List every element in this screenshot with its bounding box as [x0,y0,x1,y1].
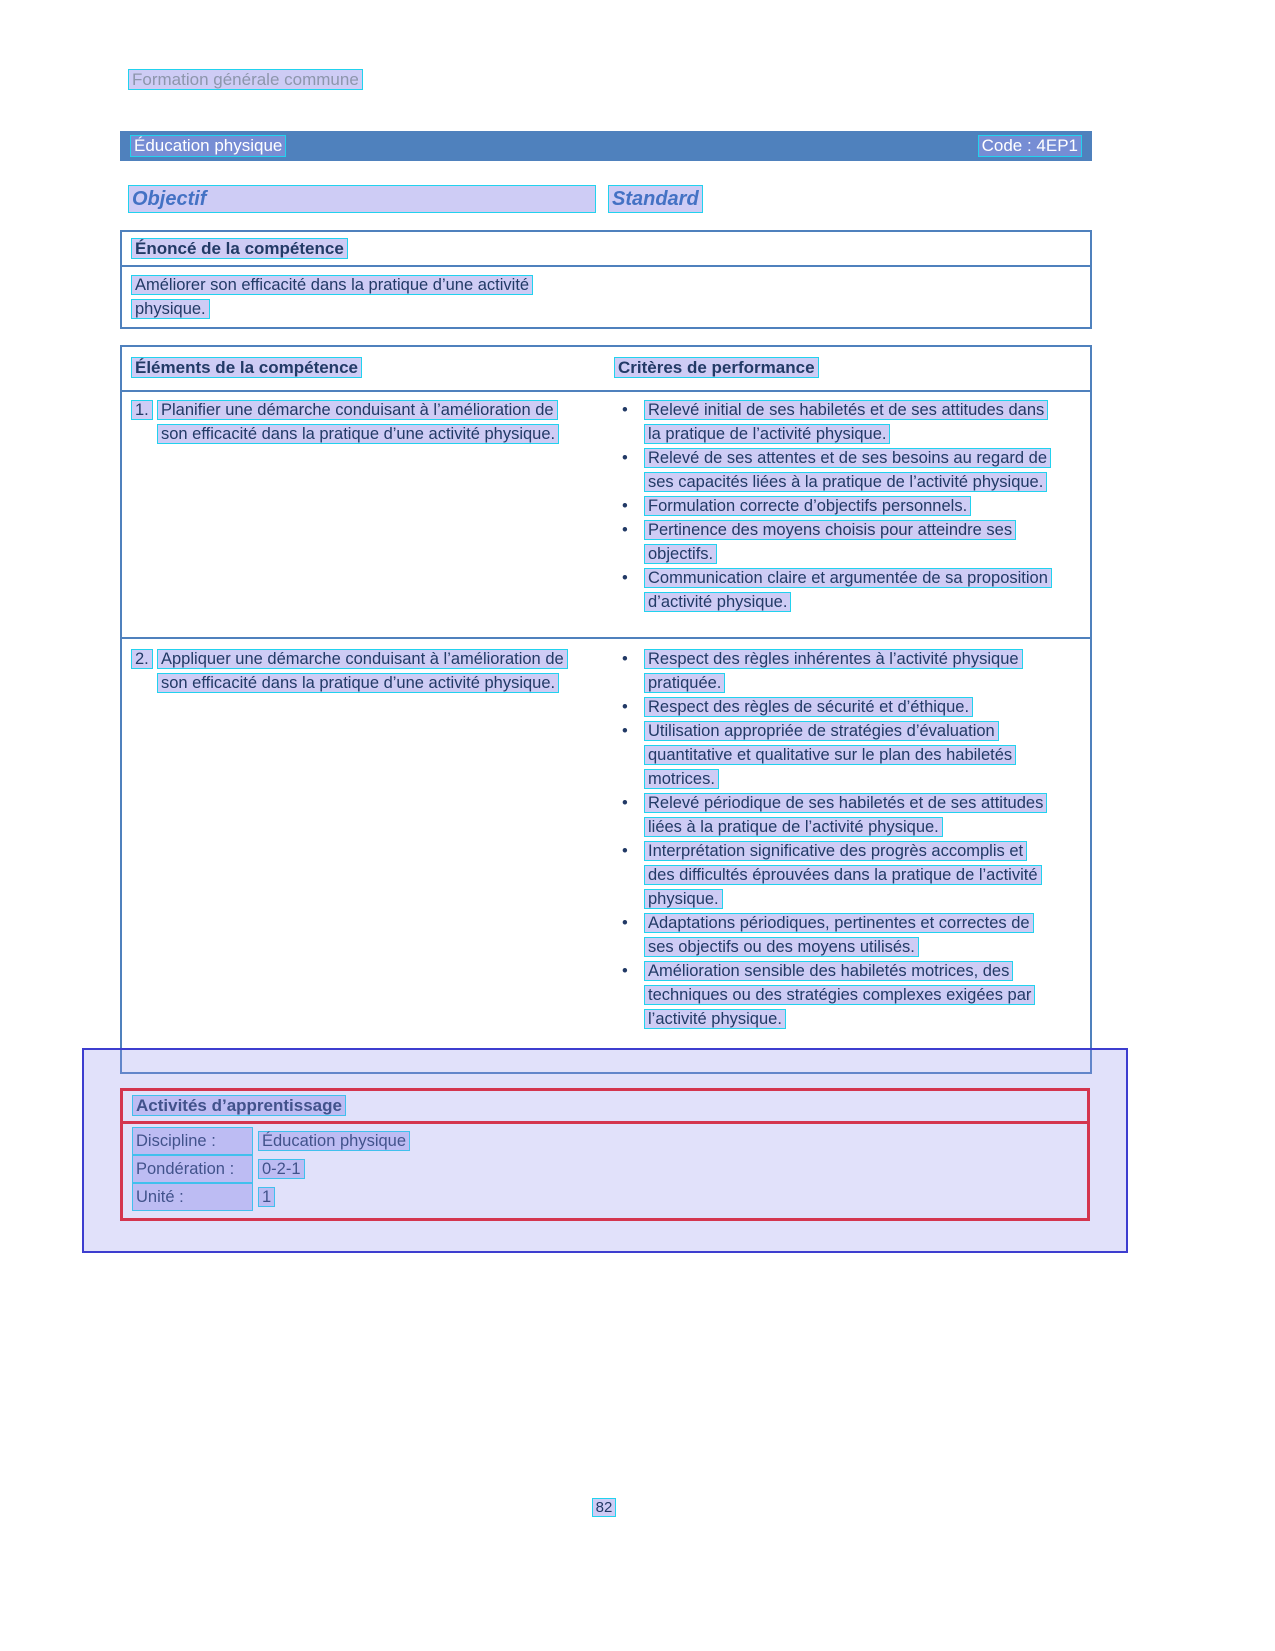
banner-title: Éducation physique [130,135,286,157]
enonce-header-text: Énoncé de la compétence [131,238,348,259]
field-ponderation [132,1155,1078,1183]
criteria-text: Relevé de ses attentes et de ses besoins au regard de ses capacités liées à la pratique de l’activité physique. [644,448,1051,492]
bullet-icon: • [622,569,628,587]
table-row-1 [122,392,1090,639]
enonce-competence-box [120,230,1092,329]
criteria-item [614,398,1090,446]
field-label: Discipline : [132,1127,253,1155]
table-row-2 [122,639,1090,1072]
field-value: Éducation physique [258,1131,410,1151]
criteria-item [614,959,1090,1031]
criteria-text: Interprétation significative des progrès accomplis et des difficultés éprouvées dans la pratique de l’activité physique. [644,841,1042,909]
section-banner [120,131,1092,161]
activities-title-text: Activités d’apprentissage [132,1095,346,1116]
element-number [131,398,157,446]
element-number [131,647,157,695]
bullet-icon: • [622,794,628,812]
element-text: Planifier une démarche conduisant à l’amélioration de son efficacité dans la pratique d’une activité physique. [157,400,559,444]
objective-standard-headings [128,185,703,213]
activities-title-row [123,1091,1087,1124]
criteria-text: Adaptations périodiques, pertinentes et correctes de ses objectifs ou des moyens utilisés. [644,913,1034,957]
bullet-icon: • [622,449,628,467]
activities-fields [123,1124,1087,1218]
criteria-item [614,695,1090,719]
criteria-column-header [614,356,1090,390]
criteria-item [614,719,1090,791]
field-label: Pondération : [132,1155,253,1183]
element-text: Appliquer une démarche conduisant à l’amélioration de son efficacité dans la pratique d’une activité physique. [157,649,568,693]
criteria-cell-1 [614,398,1090,637]
element-number-text: 2. [131,649,153,669]
criteria-header-text: Critères de performance [614,357,819,378]
criteria-item [614,446,1090,494]
enonce-body [131,273,551,321]
bullet-icon: • [622,722,628,740]
bullet-icon: • [622,842,628,860]
criteria-text: Relevé initial de ses habiletés et de ses attitudes dans la pratique de l’activité physique. [644,400,1048,444]
objectif-heading: Objectif [128,185,596,213]
learning-activities-table [120,1088,1090,1221]
criteria-item [614,911,1090,959]
field-value: 0-2-1 [258,1159,305,1179]
competence-criteria-table [120,345,1092,1074]
elements-header-text: Éléments de la compétence [131,357,362,378]
bullet-icon: • [622,497,628,515]
bullet-icon: • [622,698,628,716]
enonce-body-row [122,267,1090,327]
bullet-icon: • [622,914,628,932]
page-number [0,1499,1208,1516]
element-text-block [157,398,577,446]
criteria-item [614,494,1090,518]
running-header-text: Formation générale commune [128,69,363,90]
table-header-row [122,347,1090,392]
criteria-item [614,647,1090,695]
field-value: 1 [258,1187,275,1207]
criteria-item [614,518,1090,566]
criteria-item [614,839,1090,911]
running-header [128,70,363,90]
criteria-text: Utilisation appropriée de stratégies d’évaluation quantitative et qualitative sur le plan des habiletés motrices. [644,721,1016,789]
bullet-icon: • [622,650,628,668]
field-label: Unité : [132,1183,253,1211]
page-number-text: 82 [592,1498,617,1517]
criteria-text: Formulation correcte d’objectifs personnels. [644,496,971,516]
element-cell-2 [122,647,614,1072]
criteria-text: Amélioration sensible des habiletés motrices, des techniques ou des stratégies complexes exigées par l’activité physique. [644,961,1035,1029]
criteria-text: Pertinence des moyens choisis pour atteindre ses objectifs. [644,520,1016,564]
criteria-text: Relevé périodique de ses habiletés et de ses attitudes liées à la pratique de l’activité physique. [644,793,1047,837]
enonce-header-row [122,232,1090,267]
element-text-block [157,647,577,695]
criteria-text: Respect des règles inhérentes à l’activité physique pratiquée. [644,649,1023,693]
banner-code: Code : 4EP1 [978,135,1082,157]
enonce-body-text: Améliorer son efficacité dans la pratique d’une activité physique. [131,275,533,319]
bullet-icon: • [622,521,628,539]
standard-heading: Standard [608,185,703,213]
field-discipline [132,1127,1078,1155]
criteria-item [614,566,1090,614]
criteria-item [614,791,1090,839]
criteria-text: Respect des règles de sécurité et d’éthique. [644,697,973,717]
bullet-icon: • [622,962,628,980]
criteria-cell-2 [614,647,1090,1072]
criteria-text: Communication claire et argumentée de sa proposition d’activité physique. [644,568,1052,612]
element-cell-1 [122,398,614,637]
elements-column-header [122,356,614,390]
field-unite [132,1183,1078,1211]
bullet-icon: • [622,401,628,419]
element-number-text: 1. [131,400,153,420]
